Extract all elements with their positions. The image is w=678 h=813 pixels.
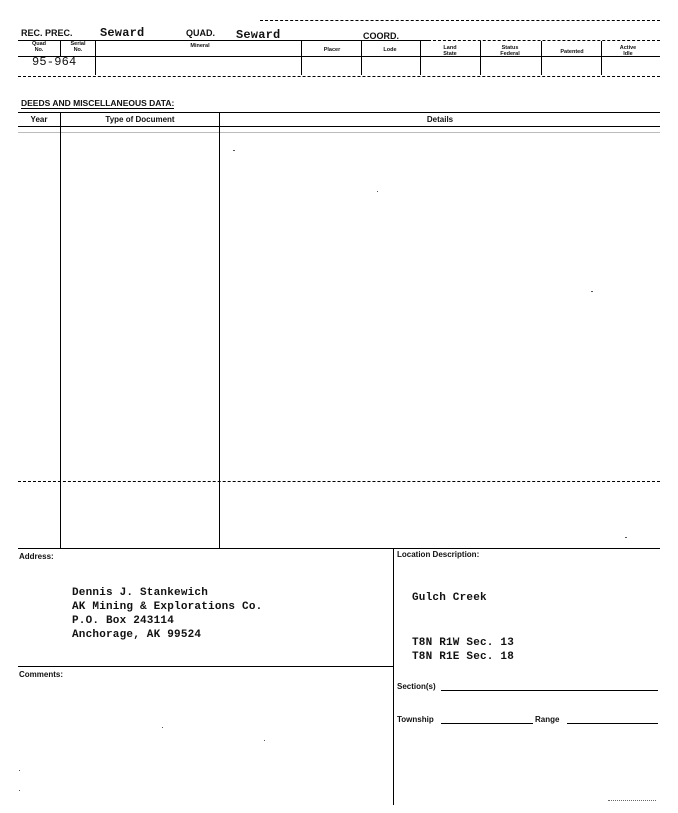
scan-speck xyxy=(591,291,593,292)
scan-speck xyxy=(233,150,235,151)
quad-value: Seward xyxy=(236,28,281,42)
claims-col-divider xyxy=(420,41,421,75)
details-column-header: Details xyxy=(426,115,454,124)
rec-prec-value: Seward xyxy=(100,26,145,40)
comments-label: Comments: xyxy=(19,670,64,679)
township-field-line xyxy=(441,723,533,724)
claims-table-mid-rule xyxy=(18,56,660,57)
range-field-line xyxy=(567,723,658,724)
land-state-header: Land State xyxy=(443,45,457,57)
active-idle-header: Active Idle xyxy=(619,45,637,57)
location-line: T8N R1W Sec. 13 xyxy=(412,637,515,649)
scan-speck xyxy=(625,537,627,538)
claims-col-divider xyxy=(541,41,542,75)
serial-no-header: Serial No. xyxy=(70,41,86,53)
claims-table-bottom-rule xyxy=(18,76,660,77)
deeds-top-rule xyxy=(18,112,660,113)
quad-no-header: Quad No. xyxy=(31,41,47,53)
deeds-dashed-rule xyxy=(18,481,660,482)
scan-speck xyxy=(608,800,656,801)
lode-header: Lode xyxy=(383,47,397,53)
year-column-header: Year xyxy=(30,115,48,124)
scan-speck xyxy=(19,770,20,771)
section-label: Section(s) xyxy=(397,682,436,691)
address-line: Dennis J. Stankewich xyxy=(72,587,209,599)
claims-col-divider xyxy=(301,41,302,75)
deeds-bottom-rule xyxy=(18,548,660,549)
quad-label: QUAD. xyxy=(186,28,215,38)
quad-serial-value: 95-964 xyxy=(32,55,77,69)
claims-col-divider xyxy=(95,41,96,75)
scan-speck xyxy=(264,740,265,741)
claims-col-divider xyxy=(601,41,602,75)
township-label: Township xyxy=(397,715,434,724)
deeds-faint-rule xyxy=(18,132,660,133)
scan-speck xyxy=(19,790,20,791)
deeds-header-rule xyxy=(18,126,660,127)
status-federal-header: Status Federal xyxy=(500,45,520,57)
header-rule-dashed xyxy=(428,40,660,41)
location-description-label: Location Description: xyxy=(397,550,480,559)
address-label: Address: xyxy=(19,552,54,561)
deeds-section-title: DEEDS AND MISCELLANEOUS DATA: xyxy=(21,98,175,108)
address-line: P.O. Box 243114 xyxy=(72,615,175,627)
mineral-header: Mineral xyxy=(190,43,210,49)
lower-section-divider xyxy=(393,548,394,805)
range-label: Range xyxy=(535,715,560,724)
comments-top-rule xyxy=(18,666,393,667)
rec-prec-label: REC. PREC. xyxy=(21,28,73,38)
patented-header: Patented xyxy=(560,49,584,55)
location-line: T8N R1E Sec. 18 xyxy=(412,651,515,663)
top-dashed-rule xyxy=(260,20,660,21)
claims-col-divider xyxy=(361,41,362,75)
placer-header: Placer xyxy=(323,47,341,53)
scan-speck xyxy=(162,727,163,728)
address-line: AK Mining & Explorations Co. xyxy=(72,601,263,613)
type-of-document-column-header: Type of Document xyxy=(105,115,175,124)
section-field-line xyxy=(441,690,658,691)
address-line: Anchorage, AK 99524 xyxy=(72,629,202,641)
scan-speck xyxy=(377,191,378,192)
location-name: Gulch Creek xyxy=(412,592,487,604)
claims-col-divider xyxy=(480,41,481,75)
deeds-col-divider xyxy=(219,112,220,548)
coord-label: COORD. xyxy=(363,31,399,41)
deeds-col-divider xyxy=(60,112,61,548)
